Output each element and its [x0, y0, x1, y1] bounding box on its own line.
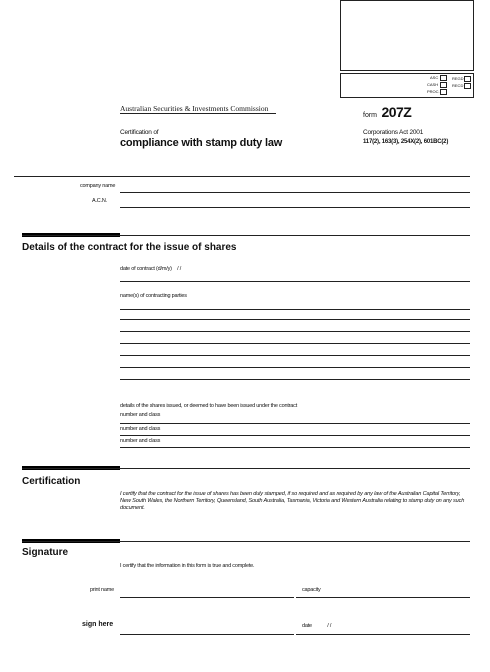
parties-line-5[interactable]: [120, 355, 470, 356]
signature-heading: Signature: [22, 547, 69, 558]
field-cash: CASH: [427, 82, 439, 87]
contract-date-label: date of contract (d/m/y) / /: [120, 266, 182, 272]
number-class-field-1[interactable]: [120, 423, 470, 424]
form-prefix: form: [363, 112, 377, 119]
field-recd: RECD: [452, 83, 464, 88]
field-asc: ASC: [430, 75, 439, 80]
signature-date-label: date / /: [302, 623, 332, 629]
form-subtitle: Certification of: [120, 129, 159, 136]
parties-label: name(s) of contracting parties: [120, 293, 187, 299]
checkbox-proc[interactable]: [440, 89, 447, 95]
signature-statement: I certify that the information in this form is true and complete.: [120, 563, 255, 569]
signature-date-field[interactable]: [296, 634, 470, 635]
signature-field[interactable]: [120, 634, 294, 635]
parties-line-7[interactable]: [120, 379, 470, 380]
print-name-field[interactable]: [120, 597, 294, 598]
parties-line-1[interactable]: [120, 309, 470, 310]
issuer-name: Australian Securities & Investments Commission: [120, 104, 269, 113]
contract-heading: Details of the contract for the issue of shares: [22, 242, 237, 253]
company-top-rule: [14, 176, 470, 177]
signature-heading-rule: [22, 541, 470, 542]
company-name-field[interactable]: [120, 192, 470, 193]
field-regd: REGD: [452, 76, 464, 81]
number-class-field-2[interactable]: [120, 435, 470, 436]
company-name-label: company name: [80, 183, 116, 189]
sign-here-label: sign here: [82, 621, 114, 628]
acn-field[interactable]: [120, 207, 470, 208]
form-label: [363, 104, 411, 122]
capacity-label: capacity: [302, 587, 321, 593]
issuer-underline: [120, 113, 276, 114]
shares-details-label: details of the shares issued, or deemed to have been issued under the contract: [120, 403, 298, 409]
contract-date-field[interactable]: [120, 281, 470, 282]
checkbox-recd[interactable]: [464, 83, 471, 89]
number-class-label-1: number and class: [120, 412, 161, 418]
acn-label: A.C.N.: [92, 198, 107, 204]
checkbox-regd[interactable]: [464, 76, 471, 82]
number-class-field-3[interactable]: [120, 447, 470, 448]
form-number: 207Z: [381, 104, 412, 120]
contract-heading-rule: [22, 235, 470, 236]
parties-line-6[interactable]: [120, 367, 470, 368]
capacity-field[interactable]: [296, 597, 470, 598]
corporations-act: Corporations Act 2001: [363, 129, 424, 136]
field-proc: PROC.: [427, 89, 440, 94]
certification-heading: Certification: [22, 476, 81, 487]
parties-line-3[interactable]: [120, 331, 470, 332]
print-name-label: print name: [90, 587, 114, 593]
certification-heading-rule: [22, 468, 470, 469]
checkbox-asc[interactable]: [440, 75, 447, 81]
number-class-label-2: number and class: [120, 426, 161, 432]
parties-line-2[interactable]: [120, 319, 470, 320]
certification-text: I certify that the contract for the issue of shares has been duly stamped, if so required and as required by any law of the Australian Capital Territory, New South Wales, the Northern Territory, Queensland, South Australia, Tasmania, Victoria and Western Australia relating to stamp duty on any such document.: [120, 491, 465, 511]
act-sections: 117(2), 163(3), 254X(2), 601BC(2): [363, 139, 449, 145]
form-title: compliance with stamp duty law: [120, 137, 283, 149]
number-class-label-3: number and class: [120, 438, 161, 444]
checkbox-cash[interactable]: [440, 82, 447, 88]
office-use-box: [340, 0, 474, 71]
parties-line-4[interactable]: [120, 343, 470, 344]
